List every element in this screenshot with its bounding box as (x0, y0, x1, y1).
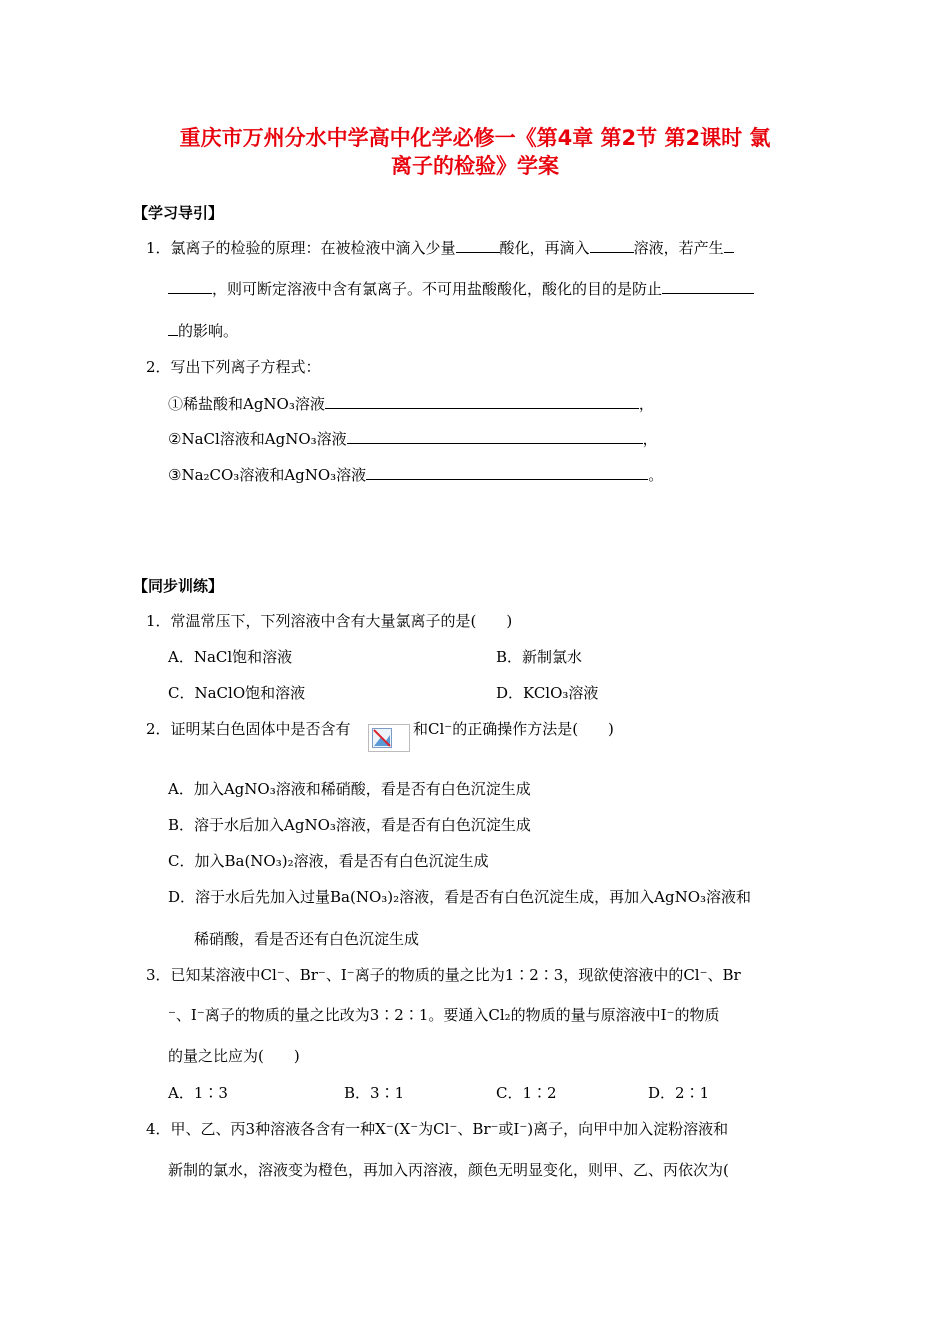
practice-q3-option-d: D．2∶1 (648, 1084, 710, 1102)
practice-q2-stem-b: 和Cl⁻的正确操作方法是( ) (413, 720, 614, 738)
blank-equation-1 (325, 394, 639, 409)
practice-q2-option-d-line-2: 稀硝酸，看是否还有白色沉淀生成 (194, 930, 420, 948)
practice-q3-option-c: C．1∶2 (496, 1084, 557, 1102)
blank-equation-3 (366, 465, 648, 480)
guide-q2-item-3: ③Na₂CO₃溶液和AgNO₃溶液 。 (168, 466, 664, 484)
practice-q1-stem: 1．常温常压下，下列溶液中含有大量氯离子的是( ) (146, 612, 513, 630)
title-line-1: 重庆市万州分水中学高中化学必修一《第4章 第2节 第2课时 氯 (179, 126, 771, 150)
practice-q2-option-b: B．溶于水后加入AgNO₃溶液，看是否有白色沉淀生成 (168, 816, 531, 834)
practice-q2-option-c: C．加入Ba(NO₃)₂溶液，看是否有白色沉淀生成 (168, 852, 489, 870)
practice-q2-option-d-line-1: D．溶于水后先加入过量Ba(NO₃)₂溶液，看是否有白色沉淀生成，再加入AgNO₃溶液和 (168, 888, 752, 906)
section-heading-guide: 【学习导引】 (133, 204, 224, 222)
document-title (120, 124, 830, 180)
practice-q2-option-a: A．加入AgNO₃溶液和稀硝酸，看是否有白色沉淀生成 (168, 780, 531, 798)
guide-q1-line-1: 1．氯离子的检验的原理：在被检液中滴入少量 酸化，再滴入 溶液，若产生 (146, 237, 734, 259)
practice-q1-option-c: C．NaClO饱和溶液 (168, 684, 306, 702)
blank-result (168, 279, 212, 294)
blank-equation-2 (347, 429, 643, 444)
blank-reagent (590, 238, 634, 253)
missing-image-placeholder (368, 724, 410, 752)
practice-q2-stem-a: 2．证明某白色固体中是否含有 (146, 720, 351, 738)
practice-q1-option-b: B．新制氯水 (496, 648, 583, 666)
practice-q4-line-2: 新制的氯水，溶液变为橙色，再加入丙溶液，颜色无明显变化，则甲、乙、丙依次为( (168, 1161, 729, 1179)
guide-q2-stem: 2．写出下列离子方程式： (146, 358, 321, 376)
practice-q4-line-1: 4．甲、乙、丙3种溶液各含有一种X⁻(X⁻为Cl⁻、Br⁻或I⁻)离子，向甲中加入淀粉溶液和 (146, 1120, 729, 1138)
practice-q3-option-a: A．1∶3 (168, 1084, 228, 1102)
practice-q1-option-d: D．KClO₃溶液 (496, 684, 599, 702)
practice-q3-line-1: 3．已知某溶液中Cl⁻、Br⁻、I⁻离子的物质的量之比为1∶2∶3，现欲使溶液中的Cl⁻、Br (146, 966, 741, 984)
blank-interference (662, 279, 754, 294)
title-line-2: 离子的检验》学案 (391, 154, 559, 178)
practice-q1-option-a: A．NaCl饱和溶液 (168, 648, 293, 666)
blank-acid (456, 238, 500, 253)
guide-q1-line-2: ，则可断定溶液中含有氯离子。不可用盐酸酸化，酸化的目的是防止 (168, 278, 754, 300)
blank-result-start (724, 238, 734, 253)
practice-q3-line-2: ⁻、I⁻离子的物质的量之比改为3∶2∶1。要通入Cl₂的物质的量与原溶液中I⁻的物质 (168, 1006, 720, 1024)
guide-q2-item-1: ①稀盐酸和AgNO₃溶液 ， (168, 395, 654, 413)
section-heading-practice: 【同步训练】 (133, 577, 224, 595)
blank-interference-end (168, 321, 178, 336)
guide-q1-line-3: 的影响。 (168, 320, 238, 342)
guide-q2-item-2: ②NaCl溶液和AgNO₃溶液 ， (168, 430, 658, 448)
broken-image-icon (372, 728, 392, 748)
practice-q3-option-b: B．3∶1 (344, 1084, 405, 1102)
practice-q3-line-3: 的量之比应为( ) (168, 1047, 300, 1065)
